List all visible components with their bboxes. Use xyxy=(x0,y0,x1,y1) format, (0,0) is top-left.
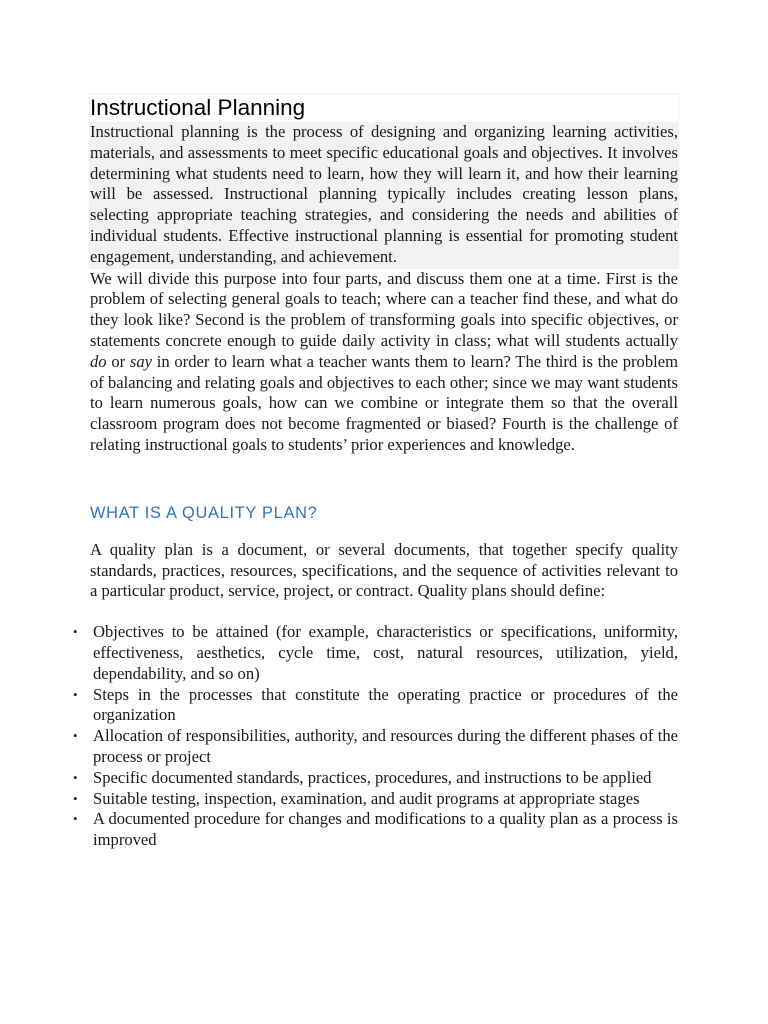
purpose-emphasis-say: say xyxy=(129,351,153,371)
list-item xyxy=(73,809,678,851)
bullet-icon: • xyxy=(73,728,78,744)
bullet-icon: • xyxy=(73,811,78,827)
list-item-text: Objectives to be attained (for example, characteristics or specifications, uniformity, effectiveness, aesthetics, cycle time, cost, natural resources, utilization, yield, dependability, and so on) xyxy=(93,622,678,683)
bullet-icon: • xyxy=(73,624,78,640)
purpose-text-2: or xyxy=(106,351,130,371)
list-item-text: A documented procedure for changes and modifications to a quality plan as a process is improved xyxy=(93,809,678,850)
document-page xyxy=(73,93,679,851)
list-item xyxy=(73,726,678,768)
list-item-text: Allocation of responsibilities, authority, and resources during the different phases of the process or project xyxy=(93,726,678,766)
list-item xyxy=(73,684,678,727)
purpose-text-1: We will divide this purpose into four parts, and discuss them one at a time. First is the problem of selecting general goals to teach; where can a teacher find these, and what do they look like? Second is the problem of transforming goals into specific objectives, or statements concrete enough to guide daily activity in class; what will students actually xyxy=(90,268,678,350)
bullet-icon: • xyxy=(73,769,78,785)
bullet-icon: • xyxy=(73,790,78,806)
list-item xyxy=(73,622,678,684)
quality-plan-list xyxy=(73,622,678,851)
list-item xyxy=(73,767,678,789)
list-item-text: Suitable testing, inspection, examination, and audit programs at appropriate stages xyxy=(93,788,640,808)
section-heading: WHAT IS A QUALITY PLAN? xyxy=(90,503,318,522)
intro-block xyxy=(89,93,679,269)
quality-paragraph: A quality plan is a document, or several documents, that together specify quality standards, practices, resources, specifications, and the sequence of activities relevant to a particular product, service, project, or contract. Quality plans should define: xyxy=(90,539,678,601)
purpose-paragraph xyxy=(90,269,678,456)
list-item-text: Specific documented standards, practices, procedures, and instructions to be applied xyxy=(93,767,652,787)
list-item xyxy=(73,788,678,810)
bullet-icon: • xyxy=(73,686,78,702)
intro-paragraph: Instructional planning is the process of designing and organizing learning activities, materials, and assessments to meet specific educational goals and objectives. It involves determining what students need to learn, how they will learn it, and how their learning will be assessed. Instructional planning typically includes creating lesson plans, selecting appropriate teaching strategies, and considering the needs and abilities of individual students. Effective instructional planning is essential for promoting student engagement, understanding, and achievement. xyxy=(90,122,678,266)
purpose-text-3: in order to learn what a teacher wants them to learn? The third is the problem of balancing and relating goals and objectives to each other; since we may want students to learn numerous goals, how can we combine or integrate them so that the overall classroom program does not become fragmented or biased? Fourth is the challenge of relating instructional goals to students’ prior experiences and knowledge. xyxy=(90,351,679,454)
purpose-emphasis-do: do xyxy=(90,351,107,371)
document-title: Instructional Planning xyxy=(90,94,678,122)
list-item-text: Steps in the processes that constitute the operating practice or procedures of the organization xyxy=(93,684,678,725)
